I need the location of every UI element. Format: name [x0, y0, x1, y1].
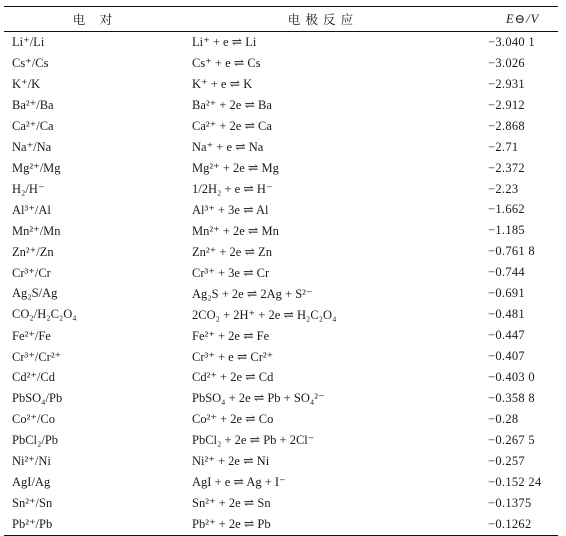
electrode-pair-cell: Cr³⁺/Cr — [12, 265, 51, 280]
electrode-reaction-cell: Sn²⁺ + 2e ⇌ Sn — [192, 496, 271, 511]
electrode-reaction-cell: Ag₂S + 2e ⇌ 2Ag + S²⁻ — [192, 286, 313, 301]
potential-value-cell: −0.267 5 — [488, 432, 535, 447]
table-row — [4, 325, 558, 346]
electrode-reaction-cell: K⁺ + e ⇌ K — [192, 77, 253, 92]
table-row — [4, 514, 558, 535]
table-header — [4, 7, 558, 32]
potential-value-cell: −0.403 0 — [488, 369, 535, 384]
electrode-pair-cell: Pb²⁺/Pb — [12, 517, 53, 532]
electrode-pair-cell: Ag₂S/Ag — [12, 286, 58, 301]
electrode-potential-table — [4, 6, 558, 536]
electrode-reaction-cell: Mg²⁺ + 2e ⇌ Mg — [192, 161, 279, 176]
electrode-reaction-cell: Cr³⁺ + e ⇌ Cr²⁺ — [192, 349, 274, 364]
electrode-reaction-cell: AgI + e ⇌ Ag + I⁻ — [192, 475, 286, 490]
table-row — [4, 346, 558, 367]
electrode-pair-cell: Li⁺/Li — [12, 35, 45, 50]
table-row — [4, 283, 558, 304]
potential-value-cell: −0.761 8 — [488, 244, 535, 259]
table-row — [4, 179, 558, 200]
electrode-reaction-cell: Mn²⁺ + 2e ⇌ Mn — [192, 223, 279, 238]
potential-header-label: E⊖/V — [506, 12, 540, 26]
potential-value-cell: −0.447 — [488, 328, 525, 343]
table-row — [4, 74, 558, 95]
electrode-reaction-cell: Cr³⁺ + 3e ⇌ Cr — [192, 265, 270, 280]
potential-value-cell: −2.912 — [488, 97, 525, 112]
table-row — [4, 158, 558, 179]
electrode-pair-cell: Cs⁺/Cs — [12, 56, 49, 71]
electrode-pair-cell: Ba²⁺/Ba — [12, 98, 54, 113]
electrode-pair-cell: H₂/H⁻ — [12, 182, 45, 197]
electrode-pair-cell: Co²⁺/Co — [12, 412, 55, 427]
table-row — [4, 53, 558, 74]
header-electrode-reaction: 电 极 反 应 — [287, 13, 355, 27]
table-row — [4, 388, 558, 409]
table-row — [4, 95, 558, 116]
electrode-pair-cell: PbCl₂/Pb — [12, 432, 59, 447]
table-row — [4, 472, 558, 493]
table-row — [4, 493, 558, 514]
header-row — [4, 7, 558, 32]
electrode-reaction-cell: 2CO₂ + 2H⁺ + 2e ⇌ H₂C₂O₄ — [192, 307, 337, 322]
table-body — [4, 32, 558, 536]
potential-value-cell: −3.040 1 — [488, 34, 535, 49]
table-row — [4, 137, 558, 158]
potential-value-cell: −2.868 — [488, 118, 525, 133]
table-row — [4, 409, 558, 430]
electrode-reaction-cell: Cd²⁺ + 2e ⇌ Cd — [192, 370, 274, 385]
potential-value-cell: −0.744 — [488, 265, 525, 280]
electrode-reaction-cell: Li⁺ + e ⇌ Li — [192, 35, 257, 50]
table-row — [4, 116, 558, 137]
electrode-pair-cell: Mn²⁺/Mn — [12, 223, 61, 238]
electrode-pair-cell: Ni²⁺/Ni — [12, 454, 51, 469]
table-row — [4, 32, 558, 53]
table-row — [4, 262, 558, 283]
potential-value-cell: −0.691 — [488, 286, 525, 301]
potential-value-cell: −0.257 — [488, 453, 525, 468]
potential-value-cell: −1.662 — [488, 202, 525, 217]
table-row — [4, 241, 558, 262]
electrode-pair-cell: Fe²⁺/Fe — [12, 328, 51, 343]
electrode-reaction-cell: PbCl₂ + 2e ⇌ Pb + 2Cl⁻ — [192, 433, 315, 448]
electrode-reaction-cell: Zn²⁺ + 2e ⇌ Zn — [192, 244, 272, 259]
electrode-reaction-cell: PbSO₄ + 2e ⇌ Pb + SO₄²⁻ — [192, 391, 325, 406]
electrode-pair-cell: K⁺/K — [12, 77, 41, 92]
electrode-pair-cell: CO₂/H₂C₂O₄ — [12, 307, 77, 322]
electrode-pair-cell: Na⁺/Na — [12, 140, 52, 155]
potential-value-cell: −3.026 — [488, 55, 525, 70]
electrode-pair-cell: PbSO₄/Pb — [12, 390, 63, 405]
electrode-reaction-cell: Cs⁺ + e ⇌ Cs — [192, 56, 261, 71]
electrode-reaction-cell: Ni²⁺ + 2e ⇌ Ni — [192, 454, 270, 469]
potential-value-cell: −0.481 — [488, 307, 525, 322]
potential-value-cell: −2.71 — [488, 139, 519, 154]
electrode-reaction-cell: Na⁺ + e ⇌ Na — [192, 140, 264, 155]
header-electrode-pair: 电 对 — [72, 13, 114, 27]
electrode-reaction-cell: Pb²⁺ + 2e ⇌ Pb — [192, 517, 271, 532]
electrode-pair-cell: Zn²⁺/Zn — [12, 244, 54, 259]
electrode-pair-cell: Cd²⁺/Cd — [12, 370, 55, 385]
potential-value-cell: −0.28 — [488, 411, 519, 426]
table-row — [4, 367, 558, 388]
table-row — [4, 430, 558, 451]
potential-value-cell: −0.1262 — [488, 516, 532, 531]
potential-value-cell: −0.152 24 — [488, 474, 542, 489]
electrode-reaction-cell: Ba²⁺ + 2e ⇌ Ba — [192, 98, 272, 113]
electrode-pair-cell: Cr³⁺/Cr²⁺ — [12, 349, 62, 364]
table-row — [4, 304, 558, 325]
header-standard-potential — [460, 7, 558, 32]
table-row — [4, 200, 558, 221]
potential-value-cell: −2.23 — [488, 181, 519, 196]
table-row — [4, 220, 558, 241]
electrode-pair-cell: Mg²⁺/Mg — [12, 161, 61, 176]
potential-value-cell: −0.1375 — [488, 495, 532, 510]
electrode-reaction-cell: Co²⁺ + 2e ⇌ Co — [192, 412, 274, 427]
potential-value-cell: −1.185 — [488, 223, 525, 238]
electrode-reaction-cell: 1/2H₂ + e ⇌ H⁻ — [192, 182, 273, 197]
electrode-reaction-cell: Al³⁺ + 3e ⇌ Al — [192, 202, 269, 217]
potential-value-cell: −2.372 — [488, 160, 525, 175]
electrode-pair-cell: Ca²⁺/Ca — [12, 119, 54, 134]
potential-value-cell: −2.931 — [488, 76, 525, 91]
table-row — [4, 451, 558, 472]
electrode-reaction-cell: Fe²⁺ + 2e ⇌ Fe — [192, 328, 270, 343]
electrode-reaction-cell: Ca²⁺ + 2e ⇌ Ca — [192, 119, 272, 134]
electrode-pair-cell: Sn²⁺/Sn — [12, 496, 53, 511]
electrode-pair-cell: AgI/Ag — [12, 474, 51, 489]
potential-value-cell: −0.407 — [488, 349, 525, 364]
potential-value-cell: −0.358 8 — [488, 390, 535, 405]
electrode-pair-cell: Al³⁺/Al — [12, 202, 51, 217]
